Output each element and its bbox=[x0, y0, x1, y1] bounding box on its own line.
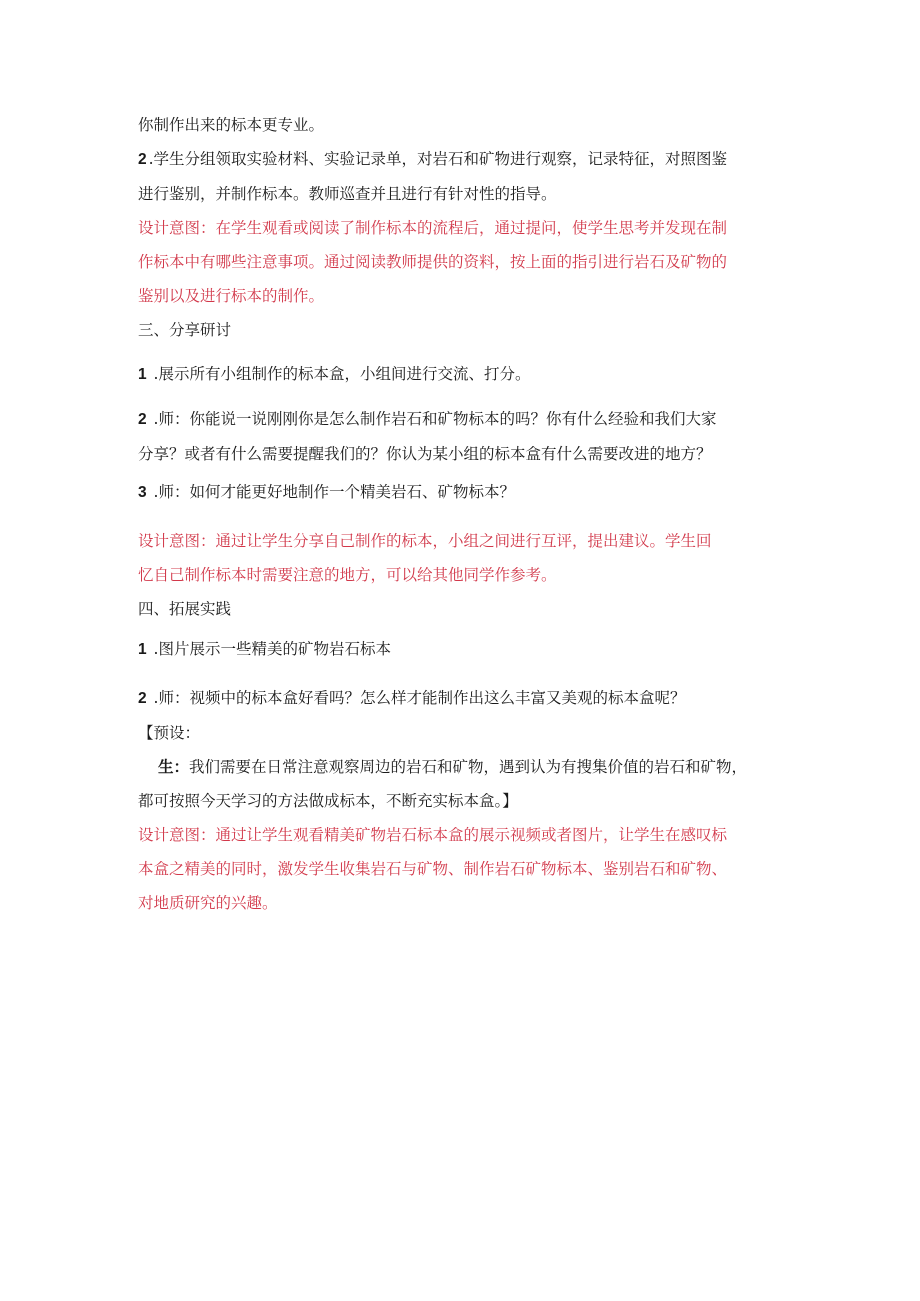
practice-step-2: 2 .师：视频中的标本盒好看吗？怎么样才能制作出这么丰富又美观的标本盒呢？ bbox=[138, 689, 686, 707]
step-number: 1 bbox=[138, 641, 147, 658]
preset-answer-line: 都可按照今天学习的方法做成标本，不断充实标本盒。】 bbox=[138, 792, 518, 810]
section-heading: 三、分享研讨 bbox=[138, 321, 232, 339]
design-intent-line: 设计意图：通过让学生分享自己制作的标本，小组之间进行互评，提出建议。学生回 bbox=[138, 532, 712, 550]
paragraph-line: 你制作出来的标本更专业。 bbox=[138, 116, 325, 134]
preset-answer-line: 生：我们需要在日常注意观察周边的岩石和矿物，遇到认为有搜集价值的岩石和矿物， bbox=[158, 757, 748, 776]
paragraph-line: 分享？或者有什么需要提醒我们的？你认为某小组的标本盒有什么需要改进的地方？ bbox=[138, 445, 712, 463]
step-number: 1 bbox=[138, 366, 147, 383]
share-step-1: 1 .展示所有小组制作的标本盒，小组间进行交流、打分。 bbox=[138, 365, 531, 383]
design-intent-line: 设计意图：通过让学生观看精美矿物岩石标本盒的展示视频或者图片，让学生在感叹标 bbox=[138, 826, 728, 844]
section-heading: 四、拓展实践 bbox=[138, 600, 232, 618]
step-number: 3 bbox=[138, 484, 147, 501]
share-step-2: 2 .师：你能说一说刚刚你是怎么制作岩石和矿物标本的吗？你有什么经验和我们大家 bbox=[138, 410, 717, 428]
practice-step-1: 1 .图片展示一些精美的矿物岩石标本 bbox=[138, 640, 391, 658]
design-intent-line: 鉴别以及进行标本的制作。 bbox=[138, 287, 325, 305]
step-number: 2 bbox=[138, 690, 147, 707]
step-2-line: 2 .学生分组领取实验材料、实验记录单，对岩石和矿物进行观察，记录特征，对照图鉴 bbox=[138, 150, 728, 168]
student-label: 生： bbox=[158, 757, 190, 776]
design-intent-line: 对地质研究的兴趣。 bbox=[138, 894, 278, 912]
share-step-3: 3 .师：如何才能更好地制作一个精美岩石、矿物标本？ bbox=[138, 483, 515, 501]
document-body bbox=[138, 108, 798, 920]
design-intent-line: 本盒之精美的同时，激发学生收集岩石与矿物、制作岩石矿物标本、鉴别岩石和矿物、 bbox=[138, 860, 728, 878]
design-intent-line: 忆自己制作标本时需要注意的地方，可以给其他同学作参考。 bbox=[138, 566, 557, 584]
design-intent-line: 作标本中有哪些注意事项。通过阅读教师提供的资料，按上面的指引进行岩石及矿物的 bbox=[138, 253, 728, 271]
step-number: 2 bbox=[138, 151, 147, 168]
preset-heading: 【预设： bbox=[138, 724, 201, 742]
design-intent-line: 设计意图：在学生观看或阅读了制作标本的流程后，通过提问，使学生思考并发现在制 bbox=[138, 219, 728, 237]
step-number: 2 bbox=[138, 411, 147, 428]
paragraph-line: 进行鉴别，并制作标本。教师巡查并且进行有针对性的指导。 bbox=[138, 185, 557, 203]
